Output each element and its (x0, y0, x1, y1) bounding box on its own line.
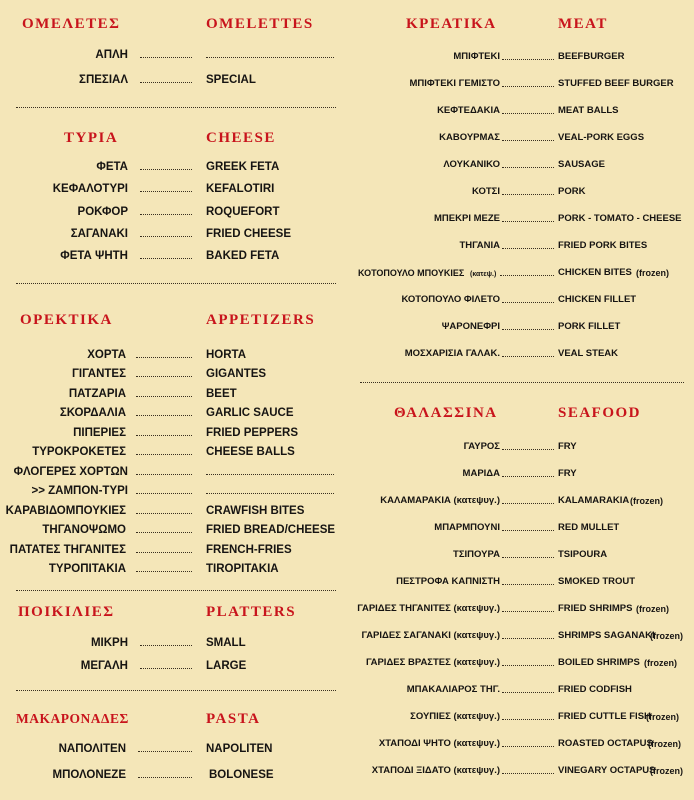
leader-dots (502, 86, 554, 87)
leader-dots (136, 435, 192, 436)
item-greek: ΠΑΤΖΑΡΙΑ (68, 388, 126, 400)
item-english: SMOKED TROUT (558, 576, 636, 587)
menu-item (0, 226, 350, 242)
item-english: SAUSAGE (558, 159, 605, 170)
item-greek: ΜΟΣΧΑΡΙΣΙΑ ΓΑΛΑΚ. (404, 348, 500, 359)
leader-dots (136, 396, 192, 397)
leader-dots (140, 645, 192, 646)
leader-dots (502, 665, 554, 666)
item-greek: ΓΑΡΙΔΕΣ ΒΡΑΣΤΕΣ (κατεψυγ.) (365, 657, 500, 668)
menu-item (352, 655, 694, 671)
menu-item (352, 103, 694, 119)
item-english: STUFFED BEEF BURGER (558, 78, 674, 89)
heading-english: PLATTERS (206, 604, 297, 620)
item-greek: ΤΗΓΑΝΙΑ (459, 240, 500, 251)
item-greek: ΜΑΡΙΔΑ (462, 468, 500, 479)
item-greek: ΚΟΤΣΙ (472, 186, 500, 197)
menu-item (0, 767, 350, 783)
item-greek: ΤΗΓΑΝΟΨΩΜΟ (42, 524, 126, 536)
menu-item (0, 522, 350, 538)
leader-dots (206, 474, 334, 475)
item-greek: ΜΠΑΚΑΛΙΑΡΟΣ ΤΗΓ. (406, 684, 500, 695)
leader-dots (138, 777, 192, 778)
menu-item (0, 405, 350, 421)
item-greek: ΤΣΙΠΟΥΡΑ (453, 549, 500, 560)
item-greek: ΧΤΑΠΟΔΙ ΞΙΔΑΤΟ (κατεψυγ.) (371, 765, 500, 776)
item-english: BOLONESE (209, 769, 274, 781)
leader-dots (502, 503, 554, 504)
item-english: MEAT BALLS (558, 105, 619, 116)
menu-item (0, 444, 350, 460)
leader-dots (140, 236, 192, 237)
leader-dots (502, 611, 554, 612)
item-greek: >> ΖΑΜΠΟΝ-ΤΥΡΙ (31, 485, 128, 497)
item-greek: ΧΟΡΤΑ (87, 349, 126, 361)
leader-dots (136, 474, 192, 475)
item-greek: ΜΠΑΡΜΠΟΥΝΙ (434, 522, 500, 533)
section-divider (16, 590, 336, 591)
menu-item (352, 319, 694, 335)
item-english: SHRIMPS SAGANAKI (558, 630, 655, 641)
section-divider (16, 107, 336, 108)
item-english: VEAL STEAK (558, 348, 619, 359)
item-english: VINEGARY OCTAPUS (558, 765, 656, 776)
item-greek: ΜΠΙΦΤΕΚΙ (453, 51, 500, 62)
heading-english: PASTA (206, 711, 261, 727)
item-english: PORK FILLET (558, 321, 621, 332)
item-english: BEET (206, 388, 237, 400)
item-english: ROASTED OCTAPUS (558, 738, 653, 749)
item-english: CHICKEN BITES (558, 267, 632, 278)
item-english: VEAL-PORK EGGS (558, 132, 645, 143)
item-greek: ΜΠΕΚΡΙ ΜΕΖΕ (434, 213, 500, 224)
item-greek: ΓΑΥΡΟΣ (463, 441, 500, 452)
item-english: ROQUEFORT (206, 206, 280, 218)
menu-item (352, 628, 694, 644)
item-english: FRIED CODFISH (558, 684, 632, 695)
menu-item (352, 601, 694, 617)
leader-dots (502, 449, 554, 450)
item-english: FRIED PORK BITES (558, 240, 648, 251)
heading-greek: ΟΜΕΛΕΤΕΣ (22, 16, 121, 32)
menu-item (0, 483, 350, 499)
menu-item (0, 635, 350, 651)
leader-dots (140, 258, 192, 259)
item-english: CRAWFISH BITES (206, 505, 305, 517)
leader-dots (500, 275, 554, 276)
menu-item (0, 159, 350, 175)
item-english: HORTA (206, 349, 247, 361)
leader-dots (136, 415, 192, 416)
item-english: TSIPOURA (558, 549, 608, 560)
heading-greek: ΚΡΕΑΤΙΚΑ (406, 16, 497, 32)
menu-item (352, 346, 694, 362)
leader-dots (206, 57, 334, 58)
menu-item (352, 265, 694, 281)
item-greek: ΣΚΟΡΔΑΛΙΑ (59, 407, 126, 419)
leader-dots (140, 191, 192, 192)
item-greek: ΨΑΡΟΝΕΦΡΙ (441, 321, 500, 332)
item-english: FRENCH-FRIES (206, 544, 292, 556)
heading-greek: ΤΥΡΙΑ (64, 130, 119, 146)
section-heading-omelettes (0, 16, 350, 36)
item-greek: ΚΑΡΑΒΙΔΟΜΠΟΥΚΙΕΣ (5, 505, 126, 517)
menu-item (352, 493, 694, 509)
item-english-note: (frozen) (646, 712, 679, 722)
item-greek: ΜΕΓΑΛΗ (80, 660, 128, 672)
item-greek: ΠΑΤΑΤΕΣ ΤΗΓΑΝΙΤΕΣ (9, 544, 126, 556)
item-english-note: (frozen) (630, 496, 663, 506)
item-greek: ΛΟΥΚΑΝΙΚΟ (443, 159, 500, 170)
leader-dots (136, 376, 192, 377)
item-greek: ΚΕΦΑΛΟΤΥΡΙ (52, 183, 128, 195)
leader-dots (136, 454, 192, 455)
item-english: GARLIC SAUCE (206, 407, 294, 419)
item-greek: ΣΠΕΣΙΑΛ (79, 74, 128, 86)
item-greek: ΚΑΒΟΥΡΜΑΣ (439, 132, 500, 143)
item-english: FRIED BREAD/CHEESE (206, 524, 336, 536)
menu-item (352, 184, 694, 200)
item-english: GIGANTES (206, 368, 267, 380)
item-english: BEEFBURGER (558, 51, 625, 62)
item-english-note: (frozen) (648, 739, 681, 749)
item-greek: ΑΠΛΗ (95, 49, 128, 61)
section-divider (16, 283, 336, 284)
menu-item (352, 736, 694, 752)
leader-dots (502, 140, 554, 141)
menu-item (0, 561, 350, 577)
section-heading-seafood (352, 405, 694, 425)
heading-english: MEAT (558, 16, 608, 32)
leader-dots (502, 221, 554, 222)
leader-dots (502, 746, 554, 747)
section-heading-cheese (0, 130, 350, 150)
menu-item (0, 425, 350, 441)
item-english: KEFALOTIRI (206, 183, 275, 195)
item-english: RED MULLET (558, 522, 620, 533)
item-greek: ΦΛΟΓΕΡΕΣ ΧΟΡΤΩΝ (13, 466, 128, 478)
item-english-note: (frozen) (650, 631, 683, 641)
menu-item (0, 181, 350, 197)
item-greek: ΜΠΙΦΤΕΚΙ ΓΕΜΙΣΤΟ (409, 78, 500, 89)
item-greek: ΜΠΟΛΟΝΕΖΕ (52, 769, 126, 781)
menu-item (352, 466, 694, 482)
menu-item (0, 204, 350, 220)
item-greek: ΚΟΤΟΠΟΥΛΟ ΜΠΟΥΚΙΕΣ (358, 268, 465, 278)
item-greek: ΚΟΤΟΠΟΥΛΟ ΦΙΛΕΤΟ (401, 294, 500, 305)
leader-dots (502, 530, 554, 531)
menu-item (352, 292, 694, 308)
leader-dots (502, 773, 554, 774)
item-english-note: (frozen) (636, 604, 669, 614)
item-english: FRY (558, 468, 577, 479)
menu-item (0, 72, 350, 88)
menu-item (352, 157, 694, 173)
item-greek: ΦΕΤΑ (96, 161, 128, 173)
leader-dots (502, 584, 554, 585)
leader-dots (502, 356, 554, 357)
menu-item (352, 439, 694, 455)
menu-item (0, 503, 350, 519)
heading-english: OMELETTES (206, 16, 314, 32)
heading-greek: ΘΑΛΑΣΣΙΝΑ (394, 405, 498, 421)
item-english: FRY (558, 441, 577, 452)
leader-dots (502, 692, 554, 693)
item-greek: ΤΥΡΟΠΙΤΑΚΙΑ (48, 563, 126, 575)
leader-dots (502, 248, 554, 249)
leader-dots (206, 493, 334, 494)
leader-dots (140, 57, 192, 58)
leader-dots (502, 476, 554, 477)
item-english: FRIED SHRIMPS (558, 603, 633, 614)
leader-dots (136, 571, 192, 572)
item-greek: ΚΑΛΑΜΑΡΑΚΙΑ (κατεψυγ.) (380, 495, 500, 506)
item-greek: ΡΟΚΦΟΡ (77, 206, 128, 218)
leader-dots (140, 668, 192, 669)
item-english: GREEK FETA (206, 161, 280, 173)
menu-item (352, 682, 694, 698)
item-greek: ΣΑΓΑΝΑΚΙ (70, 228, 128, 240)
leader-dots (502, 638, 554, 639)
heading-greek: ΜΑΚΑΡΟΝΑΔΕΣ (16, 711, 129, 726)
leader-dots (140, 214, 192, 215)
leader-dots (136, 357, 192, 358)
leader-dots (502, 557, 554, 558)
item-greek: ΤΥΡΟΚΡΟΚΕΤΕΣ (32, 446, 126, 458)
item-greek: ΓΑΡΙΔΕΣ ΤΗΓΑΝΙΤΕΣ (κατεψυγ.) (357, 603, 500, 614)
heading-greek: ΠΟΙΚΙΛΙΕΣ (18, 604, 115, 620)
heading-greek: ΟΡΕΚΤΙΚΑ (20, 312, 113, 328)
menu-item (0, 366, 350, 382)
menu-item (0, 542, 350, 558)
leader-dots (140, 169, 192, 170)
item-english: TIROPITAKIA (206, 563, 279, 575)
menu-item (352, 574, 694, 590)
leader-dots (502, 302, 554, 303)
section-heading-appetizers (0, 312, 350, 332)
menu-item (352, 211, 694, 227)
menu-item (352, 763, 694, 779)
menu-item (352, 238, 694, 254)
item-greek: ΧΤΑΠΟΔΙ ΨΗΤΟ (κατεψυγ.) (378, 738, 500, 749)
item-english-note: (frozen) (650, 766, 683, 776)
leader-dots (136, 552, 192, 553)
heading-english: CHEESE (206, 130, 276, 146)
menu-item (0, 248, 350, 264)
leader-dots (140, 82, 192, 83)
menu-item (0, 741, 350, 757)
menu-item (352, 709, 694, 725)
menu-item (352, 76, 694, 92)
leader-dots (502, 59, 554, 60)
section-heading-platters (0, 604, 350, 624)
menu-item (0, 47, 350, 63)
section-divider (360, 382, 684, 383)
item-greek: ΓΑΡΙΔΕΣ ΣΑΓΑΝΑΚΙ (κατεψυγ.) (361, 630, 500, 641)
item-greek: ΜΙΚΡΗ (90, 637, 128, 649)
section-heading-meat (352, 16, 694, 36)
menu-item (352, 520, 694, 536)
item-english: BAKED FETA (206, 250, 280, 262)
leader-dots (136, 513, 192, 514)
menu-item (352, 130, 694, 146)
item-english: NAPOLITEN (206, 743, 273, 755)
leader-dots (502, 113, 554, 114)
item-english: CHEESE BALLS (206, 446, 295, 458)
item-english: SMALL (206, 637, 246, 649)
leader-dots (502, 167, 554, 168)
menu-item (0, 464, 350, 480)
item-greek: ΣΟΥΠΙΕΣ (κατεψυγ.) (410, 711, 500, 722)
heading-english: SEAFOOD (558, 405, 642, 421)
item-english: FRIED CHEESE (206, 228, 291, 240)
menu-item (352, 547, 694, 563)
item-english: CHICKEN FILLET (558, 294, 637, 305)
item-english-note: (frozen) (644, 658, 677, 668)
menu-item (0, 386, 350, 402)
item-english: KALAMARAKIA (558, 495, 630, 506)
item-english: FRIED CUTTLE FISH (558, 711, 651, 722)
leader-dots (138, 751, 192, 752)
item-greek: ΚΕΦΤΕΔΑΚΙΑ (437, 105, 500, 116)
item-english: PORK - TOMATO - CHEESE (558, 213, 682, 224)
item-english: PORK (558, 186, 586, 197)
item-greek: ΠΕΣΤΡΟΦΑ ΚΑΠΝΙΣΤΗ (396, 576, 500, 587)
item-english: BOILED SHRIMPS (558, 657, 640, 668)
item-greek-note: (κατεψ.) (470, 271, 497, 278)
item-greek: ΓΙΓΑΝΤΕΣ (72, 368, 126, 380)
menu-item (0, 347, 350, 363)
heading-english: APPETIZERS (206, 312, 316, 328)
menu-item (0, 658, 350, 674)
item-english-note: (frozen) (636, 268, 669, 278)
item-greek: ΠΙΠΕΡΙΕΣ (73, 427, 126, 439)
item-english: FRIED PEPPERS (206, 427, 299, 439)
menu-item (352, 49, 694, 65)
item-english: SPECIAL (206, 74, 256, 86)
leader-dots (136, 493, 192, 494)
item-english: LARGE (206, 660, 247, 672)
section-divider (16, 690, 336, 691)
leader-dots (136, 532, 192, 533)
section-heading-pasta (0, 711, 350, 731)
leader-dots (502, 329, 554, 330)
leader-dots (502, 719, 554, 720)
leader-dots (502, 194, 554, 195)
item-greek: ΝΑΠΟΛΙΤΕΝ (58, 743, 126, 755)
item-greek: ΦΕΤΑ ΨΗΤΗ (60, 250, 128, 262)
